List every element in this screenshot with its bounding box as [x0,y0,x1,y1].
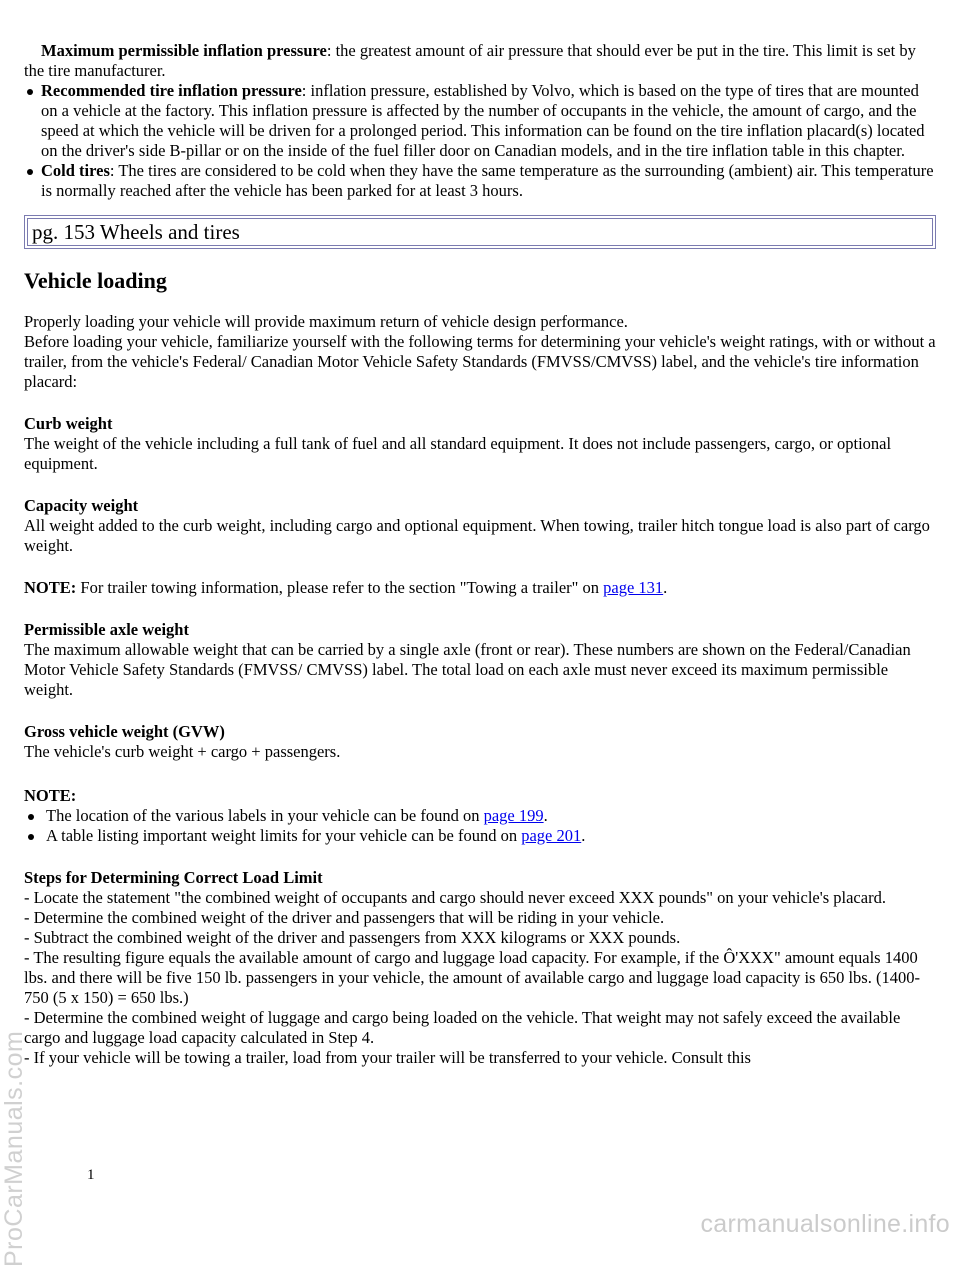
max-pressure-text: : the greatest amount of air pressure that should ever be put in the tire. This limit is set by the tire manufacturer. [24,41,916,80]
step-line: - Locate the statement "the combined weight of occupants and cargo should never exceed XXX pounds" on your vehicle's placard. [24,888,886,907]
intro-line-2: Before loading your vehicle, familiarize yourself with the following terms for determining your vehicle's weight ratings, with or without a trailer, from the vehicle's Federal/ Canadian Motor Vehicle Safety Standards (FMVSS/CMVSS) label, and the vehicle's tire information placard: [24,332,936,391]
page-199-link[interactable]: page 199 [483,806,544,825]
page-header-box [24,215,936,249]
weight-table-end: . [581,826,586,845]
axle-weight-section [24,620,936,700]
axle-weight-text: The maximum allowable weight that can be carried by a single axle (front or rear). These numbers are shown on the Federal/Canadian Motor Vehicle Safety Standards (FMVSS/ CMVSS) label. The total load on each axle must never exceed its maximum permissible weight. [24,640,911,699]
load-limit-steps-section [24,868,936,1068]
step-line: - Determine the combined weight of luggage and cargo being loaded on the vehicle. That weight may not safely exceed the available cargo and luggage load capacity calculated in Step 4. [24,1008,901,1047]
labels-location-text: The location of the various labels in your vehicle can be found on [46,806,484,825]
side-watermark: ProCarManuals.com [0,1030,28,1267]
cold-tires-term: Cold tires [41,161,110,180]
page-header: pg. 153 Wheels and tires [27,218,933,246]
page-number: 1 [87,1167,95,1183]
labels-note-heading [24,786,936,806]
capacity-weight-text: All weight added to the curb weight, including cargo and optional equipment. When towing, trailer hitch tongue load is also part of cargo weight. [24,516,930,555]
gvw-text: The vehicle's curb weight + cargo + passengers. [24,742,341,761]
labels-note-list [24,806,936,846]
towing-note [24,578,936,598]
page-131-link[interactable]: page 131 [603,578,664,597]
towing-note-text: For trailer towing information, please refer to the section "Towing a trailer" on [76,578,604,597]
cold-tires-text: : The tires are considered to be cold when they have the same temperature as the surrounding (ambient) air. This temperature is normally reached after the vehicle has been parked for at least 3 hours. [41,161,934,200]
inflation-terms-list [24,81,936,201]
axle-weight-heading: Permissible axle weight [24,620,189,639]
step-line: - Determine the combined weight of the driver and passengers that will be riding in your vehicle. [24,908,665,927]
step-line: - The resulting figure equals the available amount of cargo and luggage load capacity. For example, if the Ô'XXX" amount equals 1400 lbs. and there will be five 150 lb. passengers in your vehicle, the amount of available cargo and luggage load capacity is 650 lbs. (1400- 750 (5 x 150) = 650 lbs.) [24,948,920,1007]
capacity-weight-heading: Capacity weight [24,496,139,515]
step-line: - If your vehicle will be towing a trailer, load from your trailer will be transferred to your vehicle. Consult this [24,1048,751,1067]
recommended-pressure-text: : inflation pressure, established by Volvo, which is based on the type of tires that are mounted on a vehicle at the factory. This inflation pressure is affected by the number of occupants in the vehicle, the amount of cargo, and the speed at which the vehicle will be driven for a prolonged period. This information can be found on the tire inflation placard(s) located on the driver's side B-pillar or on the inside of the fuel filler door on Canadian models, and in the tire inflation table in this chapter. [41,81,925,160]
capacity-weight-section [24,496,936,556]
note-label: NOTE: [24,578,77,597]
document-page [24,41,936,1068]
max-pressure-term: Maximum permissible inflation pressure [41,41,327,60]
step-line: - Subtract the combined weight of the driver and passengers from XXX kilograms or XXX pounds. [24,928,681,947]
list-item [24,161,936,201]
labels-location-end: . [543,806,548,825]
page-title: Vehicle loading [24,268,167,293]
load-limit-steps-heading: Steps for Determining Correct Load Limit [24,868,323,887]
list-item [24,826,936,846]
note-label: NOTE: [24,786,77,805]
curb-weight-section [24,414,936,474]
weight-table-text: A table listing important weight limits for your vehicle can be found on [46,826,522,845]
intro-line-1: Properly loading your vehicle will provide maximum return of vehicle design performance. [24,312,628,331]
footer-watermark: carmanualsonline.info [700,1210,950,1238]
towing-note-end: . [663,578,668,597]
recommended-pressure-term: Recommended tire inflation pressure [41,81,302,100]
max-pressure-definition [24,41,936,81]
gvw-heading: Gross vehicle weight (GVW) [24,722,225,741]
page-201-link[interactable]: page 201 [521,826,582,845]
curb-weight-heading: Curb weight [24,414,113,433]
list-item [24,806,936,826]
curb-weight-text: The weight of the vehicle including a full tank of fuel and all standard equipment. It does not include passengers, cargo, or optional equipment. [24,434,892,473]
gvw-section [24,722,936,762]
list-item [24,81,936,161]
